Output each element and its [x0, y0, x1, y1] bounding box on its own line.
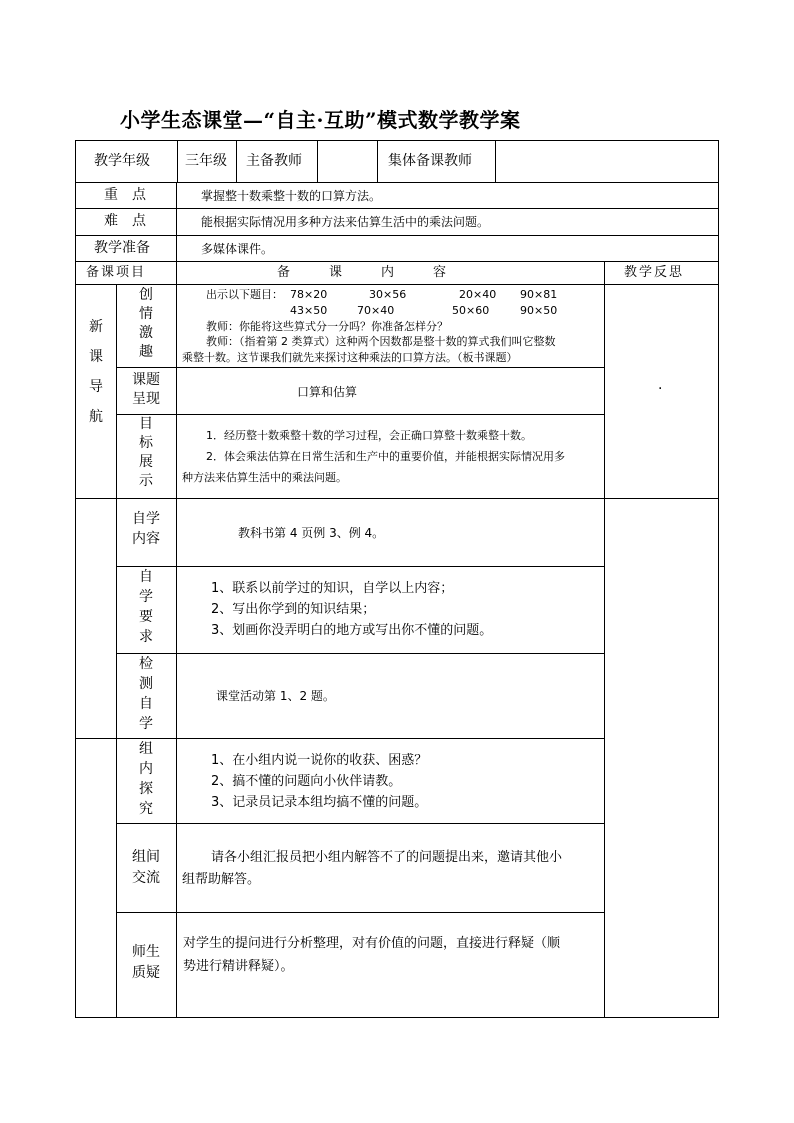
explore-item: 1、在小组内说一说你的收获、困惑？: [211, 753, 428, 768]
requirement-item: 1、联系以前学过的知识，自学以上内容；: [211, 581, 454, 596]
column-content-header: 备 课 内 容: [277, 265, 447, 280]
teacher-answer-line: 对学生的提问进行分析整理，对有价值的问题，直接进行释疑（顺: [183, 936, 561, 951]
teacher-answer-line: 势进行精讲释疑）。: [183, 959, 294, 974]
self-check-label: 检 测 自 学: [139, 656, 153, 732]
teacher-answer-label: 师生 质疑: [132, 944, 160, 981]
preparation-label: 教学准备: [94, 240, 150, 256]
situation-problem: 70×40: [357, 304, 395, 317]
situation-problem: 78×20: [290, 288, 328, 301]
key-point-value: 掌握整十数乘整十数的口算方法。: [201, 189, 382, 203]
goal-line: 2．体会乘法估算在日常生活和生产中的重要价值，并能根据实际情况用多: [206, 450, 565, 463]
self-content-value: 教科书第 4 页例 3、例 4。: [238, 526, 385, 540]
explore-item: 3、记录员记录本组均搞不懂的问题。: [211, 795, 428, 810]
topic-value: 口算和估算: [297, 385, 358, 399]
self-check-value: 课堂活动第 1、2 题。: [216, 689, 335, 703]
requirement-item: 3、划画你没弄明白的地方或写出你不懂的问题。: [211, 623, 493, 638]
self-requirements-label: 自 学 要 求: [139, 569, 153, 645]
goal-line: 种方法来估算生活中的乘法问题。: [182, 471, 347, 484]
situation-prefix: 出示以下题目：: [206, 288, 283, 301]
goal-line: 1．经历整十数乘整十数的学习过程，会正确口算整十数乘整十数。: [206, 429, 532, 442]
grade-value: 三年级: [185, 153, 227, 169]
difficulty-value: 能根据实际情况用多种方法来估算生活中的乘法问题。: [201, 215, 490, 229]
preparation-value: 多媒体课件。: [201, 242, 274, 256]
topic-label: 课题 呈现: [132, 372, 160, 407]
situation-label: 创 情 激 趣: [139, 287, 153, 360]
exchange-line: 组帮助解答。: [182, 872, 261, 887]
explore-item: 2、搞不懂的问题向小伙伴请教。: [211, 774, 402, 789]
page-title: 小学生态课堂—“自主·互助”模式数学教学案: [120, 108, 521, 132]
goals-label: 目 标 展 示: [139, 416, 153, 489]
main-teacher-label: 主备教师: [246, 153, 302, 169]
reflection-mark: ·: [658, 381, 663, 397]
situation-line: 教师：（指着第 2 类算式）这种两个因数都是整十数的算式我们叫它整数: [206, 335, 556, 348]
column-reflection-header: 教学反思: [624, 265, 685, 280]
requirement-item: 2、写出你学到的知识结果；: [211, 602, 376, 617]
column-item-header: 备课项目: [86, 265, 147, 280]
self-content-label: 自学 内容: [132, 511, 160, 547]
situation-line: 教师：你能将这些算式分一分吗？你准备怎样分？: [206, 320, 448, 333]
group-explore-label: 组 内 探 究: [139, 741, 153, 817]
situation-problem: 50×60: [452, 304, 490, 317]
situation-problem: 43×50: [290, 304, 328, 317]
situation-problem: 90×81: [520, 288, 558, 301]
grade-label: 教学年级: [94, 153, 150, 169]
situation-problem: 30×56: [369, 288, 407, 301]
section1-label: 新 课 导 航: [89, 319, 103, 425]
difficulty-label: 难 点: [104, 213, 146, 229]
situation-line: 乘整十数。这节课我们就先来探讨这种乘法的口算方法。（板书课题）: [182, 351, 518, 364]
situation-problem: 20×40: [459, 288, 497, 301]
key-point-label: 重 点: [104, 187, 146, 203]
situation-problem: 90×50: [520, 304, 558, 317]
group-teacher-label: 集体备课教师: [388, 153, 472, 169]
exchange-line: 请各小组汇报员把小组内解答不了的问题提出来，邀请其他小: [211, 850, 563, 865]
group-exchange-label: 组间 交流: [132, 849, 160, 886]
